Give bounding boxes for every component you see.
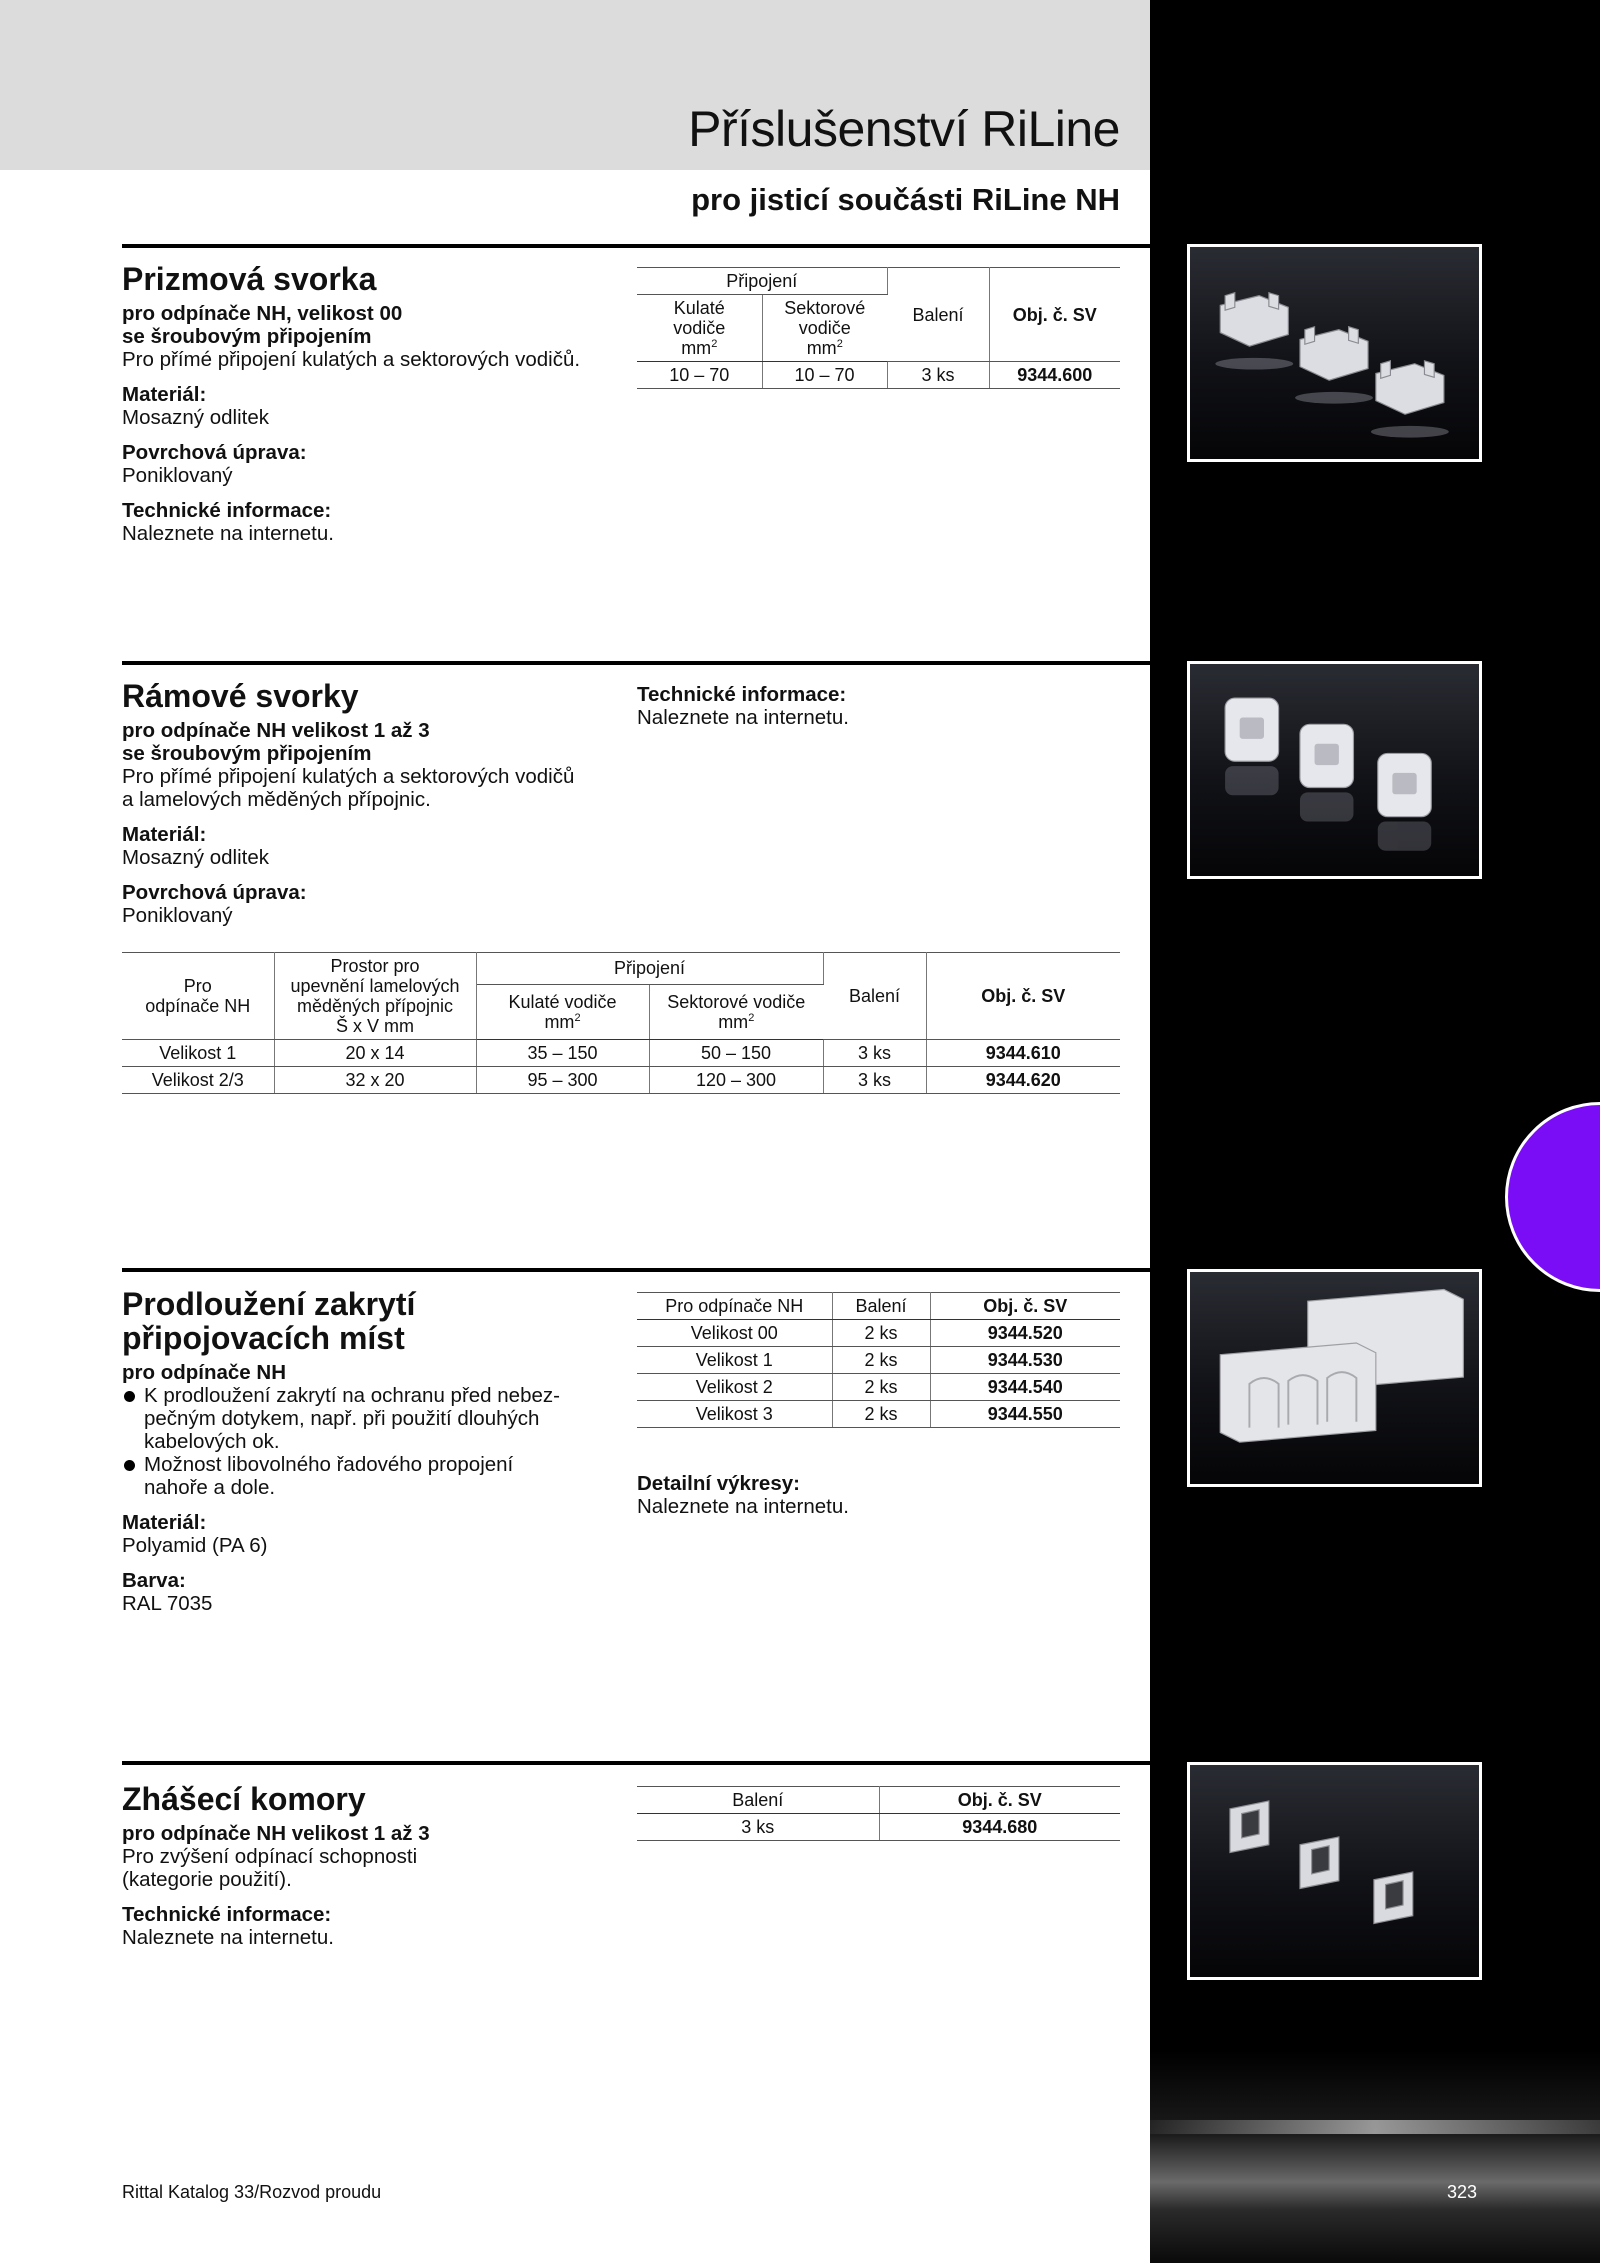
table-header: Obj. č. SV: [926, 953, 1120, 1040]
table-header: Balení: [637, 1787, 879, 1814]
section-subtitle-line: se šroubovým připojením: [122, 742, 372, 765]
section-subtitle-line: se šroubovým připojením: [122, 325, 372, 348]
field-label: Technické informace:: [122, 499, 332, 522]
field-label: Materiál:: [122, 823, 207, 846]
section-title: Rámové svorky: [122, 678, 359, 714]
table-row: Velikost 00 2 ks 9344.520: [637, 1320, 1120, 1347]
table-header: Balení: [832, 1293, 930, 1320]
table-row: 3 ks 9344.680: [637, 1814, 1120, 1841]
section-description: Pro zvýšení odpínací schopnosti: [122, 1845, 418, 1868]
cover-extension-photo: [1187, 1269, 1482, 1487]
table-header: Sektorové vodiče $mm^2$: [649, 984, 823, 1039]
table-header: Kulaté vodiče $mm^2$: [476, 984, 649, 1039]
table-header: Sektorové vodiče $mm^2$: [762, 295, 887, 362]
section-subtitle-line: pro odpínače NH, velikost 00: [122, 302, 403, 325]
spec-table-zhaseci: [637, 1786, 1120, 1841]
section-note: [637, 683, 849, 729]
table-header: Obj. č. SV: [879, 1787, 1120, 1814]
field-value: Poniklovaný: [122, 464, 233, 487]
table-header: Prostor pro upevnění lamelových měděných přípojnic Š x V mm: [274, 953, 476, 1040]
section-description: Pro přímé připojení kulatých a sektorových vodičů.: [122, 348, 581, 371]
sidebar-light-streak: [1150, 2050, 1600, 2263]
field-value: Mosazný odlitek: [122, 406, 269, 429]
field-label: Materiál:: [122, 383, 207, 406]
table-row: Velikost 2 2 ks 9344.540: [637, 1374, 1120, 1401]
field-value: Naleznete na internetu.: [122, 522, 334, 545]
note-label: Technické informace:: [637, 683, 847, 706]
field-label: Povrchová úprava:: [122, 881, 307, 904]
table-header: Balení: [887, 268, 989, 362]
note-value: Naleznete na internetu.: [637, 706, 849, 729]
section-prizmova-svorka: [122, 262, 602, 545]
field-label: Technické informace:: [122, 1903, 332, 1926]
note-label: Detailní výkresy:: [637, 1472, 800, 1495]
spec-table-prodlouzeni: [637, 1292, 1120, 1428]
section-title: Prizmová svorka: [122, 261, 377, 297]
field-label: Materiál:: [122, 1511, 207, 1534]
frame-clamp-photo: [1187, 661, 1482, 879]
section-rule: [122, 1268, 1150, 1272]
note-value: Naleznete na internetu.: [637, 1495, 849, 1518]
field-label: Barva:: [122, 1569, 186, 1592]
section-prodlouzeni-zakryti: [122, 1287, 602, 1615]
section-rule: [122, 1761, 1150, 1765]
section-title: Zhášecí komory: [122, 1781, 366, 1817]
field-value: Polyamid (PA 6): [122, 1534, 268, 1557]
section-rule: [122, 244, 1150, 248]
section-description: a lamelových měděných přípojnic.: [122, 788, 431, 811]
table-group-header: Připojení: [476, 953, 823, 985]
page-number: 323: [1447, 2182, 1478, 2202]
table-row: Velikost 1 20 x 14 35 – 150 50 – 150 3 ks 9344.610: [122, 1040, 1120, 1067]
field-value: RAL 7035: [122, 1592, 213, 1615]
section-description: Pro přímé připojení kulatých a sektorových vodičů: [122, 765, 575, 788]
table-header: Obj. č. SV: [989, 268, 1120, 362]
footer-catalog-name: Rittal Katalog 33/Rozvod proudu: [122, 2182, 382, 2202]
section-subtitle-line: pro odpínače NH velikost 1 až 3: [122, 719, 430, 742]
section-rule: [122, 661, 1150, 665]
table-group-header: Připojení: [637, 268, 887, 295]
field-value: Naleznete na internetu.: [122, 1926, 334, 1949]
bullet-list: [122, 1384, 602, 1499]
table-row: Velikost 3 2 ks 9344.550: [637, 1401, 1120, 1428]
prism-clamp-photo: [1187, 244, 1482, 462]
section-zhaseci-komory: [122, 1782, 602, 1949]
section-ramove-svorky: [122, 679, 602, 927]
list-item: K prodloužení zakrytí na ochranu před nebez- pečným dotykem, např. při použití dlouhých kabelových ok.: [122, 1384, 602, 1453]
field-value: Poniklovaný: [122, 904, 233, 927]
section-description: (kategorie použití).: [122, 1868, 292, 1891]
table-row: Velikost 1 2 ks 9344.530: [637, 1347, 1120, 1374]
table-header: Pro odpínače NH: [637, 1293, 832, 1320]
list-item: Možnost libovolného řadového propojení nahoře a dole.: [122, 1453, 602, 1499]
page-subtitle: pro jisticí součásti RiLine NH: [691, 182, 1120, 217]
section-subtitle-line: pro odpínače NH velikost 1 až 3: [122, 1822, 430, 1845]
table-row: 10 – 70 10 – 70 3 ks 9344.600: [637, 362, 1120, 389]
section-subtitle-line: pro odpínače NH: [122, 1361, 287, 1384]
spec-table-prizmova: [637, 267, 1120, 389]
page-title: Příslušenství RiLine: [688, 101, 1120, 157]
spec-table-ramove: [122, 952, 1120, 1094]
table-header: Pro odpínače NH: [122, 953, 274, 1040]
field-label: Povrchová úprava:: [122, 441, 307, 464]
sidebar-light-line: [1150, 2120, 1600, 2134]
arc-chamber-photo: [1187, 1762, 1482, 1980]
table-header: Balení: [823, 953, 926, 1040]
field-value: Mosazný odlitek: [122, 846, 269, 869]
table-row: Velikost 2/3 32 x 20 95 – 300 120 – 300 3 ks 9344.620: [122, 1067, 1120, 1094]
table-header: Obj. č. SV: [930, 1293, 1120, 1320]
table-header: Kulaté vodiče $mm^2$: [637, 295, 762, 362]
section-note: [637, 1472, 849, 1518]
section-title: Prodloužení zakrytí připojovacích míst: [122, 1286, 416, 1356]
